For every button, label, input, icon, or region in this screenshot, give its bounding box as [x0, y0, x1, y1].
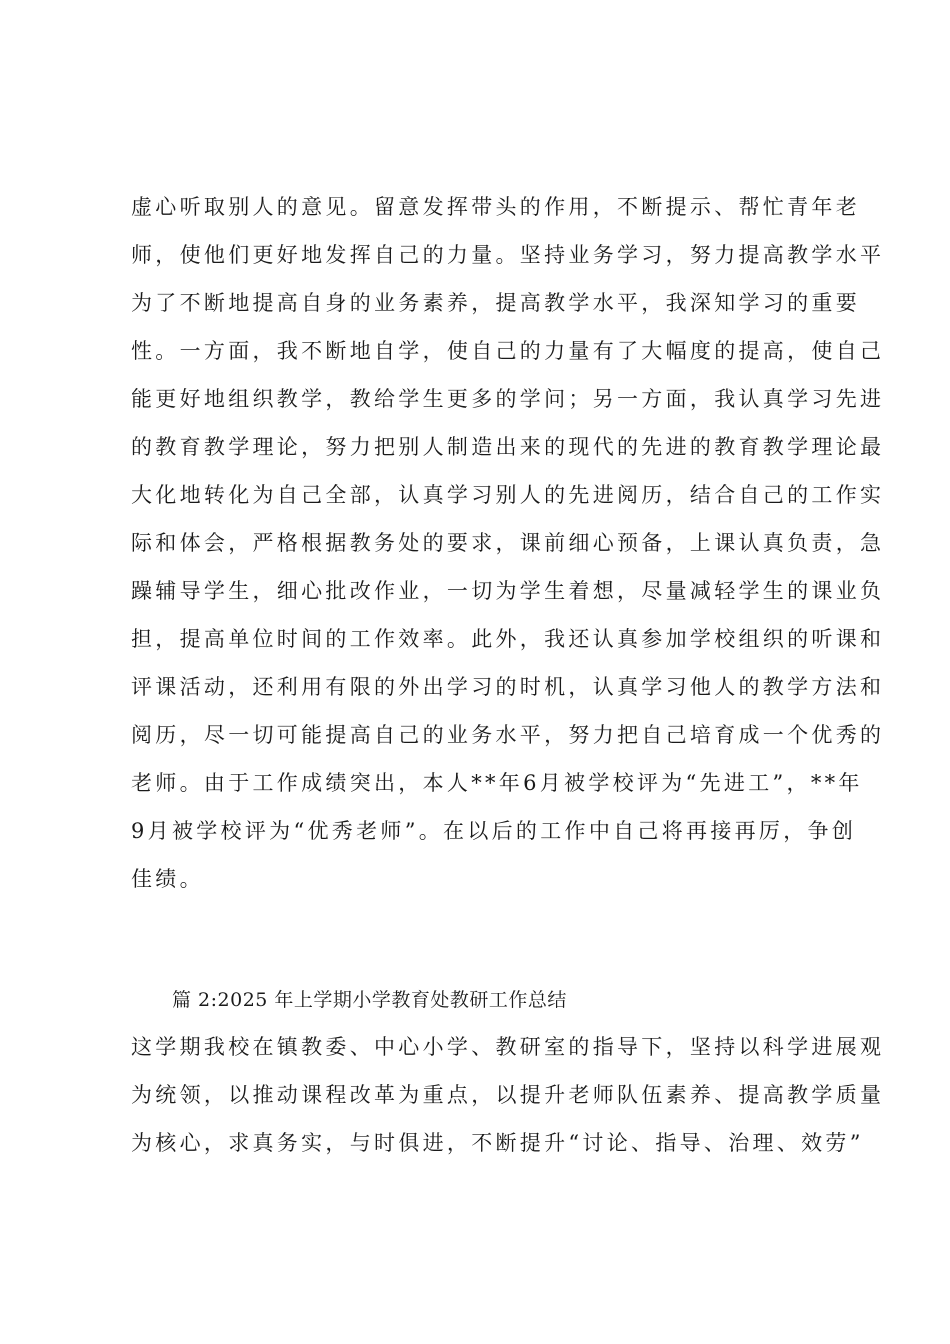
paragraph-line: 担，提高单位时间的工作效率。此外，我还认真参加学校组织的听课和	[131, 627, 885, 651]
paragraph-line: 躁辅导学生，细心批改作业，一切为学生着想，尽量减轻学生的课业负	[131, 579, 885, 603]
paragraph-line: 能更好地组织教学，教给学生更多的学问；另一方面，我认真学习先进	[131, 387, 885, 411]
paragraph-line: 为了不断地提高自身的业务素养，提高教学水平，我深知学习的重要	[131, 291, 860, 315]
paragraph-line: 评课活动，还利用有限的外出学习的时机，认真学习他人的教学方法和	[131, 675, 885, 699]
paragraph-line: 际和体会，严格根据教务处的要求，课前细心预备，上课认真负责，急	[131, 531, 885, 555]
paragraph-line: 9月被学校评为“优秀老师”。在以后的工作中自己将再接再厉，争创	[131, 819, 857, 843]
paragraph-line: 佳绩。	[131, 867, 204, 891]
paragraph-line: 虚心听取别人的意见。留意发挥带头的作用，不断提示、帮忙青年老	[131, 195, 860, 219]
section-heading: 篇 2:2025 年上学期小学教育处教研工作总结	[172, 989, 567, 1011]
paragraph-line: 的教育教学理论，努力把别人制造出来的现代的先进的教育教学理论最	[131, 435, 885, 459]
paragraph-line: 老师。由于工作成绩突出，本人**年6月被学校评为“先进工”，**年	[131, 771, 863, 795]
paragraph-line: 这学期我校在镇教委、中心小学、教研室的指导下，坚持以科学进展观	[131, 1035, 885, 1059]
paragraph-line: 性。一方面，我不断地自学，使自己的力量有了大幅度的提高，使自己	[131, 339, 885, 363]
paragraph-line: 为核心，求真务实，与时俱进，不断提升“讨论、指导、治理、效劳”	[131, 1131, 864, 1155]
paragraph-line: 为统领，以推动课程改革为重点，以提升老师队伍素养、提高教学质量	[131, 1083, 885, 1107]
paragraph-line: 大化地转化为自己全部，认真学习别人的先进阅历，结合自己的工作实	[131, 483, 885, 507]
paragraph-line: 阅历，尽一切可能提高自己的业务水平，努力把自己培育成一个优秀的	[131, 723, 885, 747]
paragraph-line: 师，使他们更好地发挥自己的力量。坚持业务学习，努力提高教学水平	[131, 243, 885, 267]
